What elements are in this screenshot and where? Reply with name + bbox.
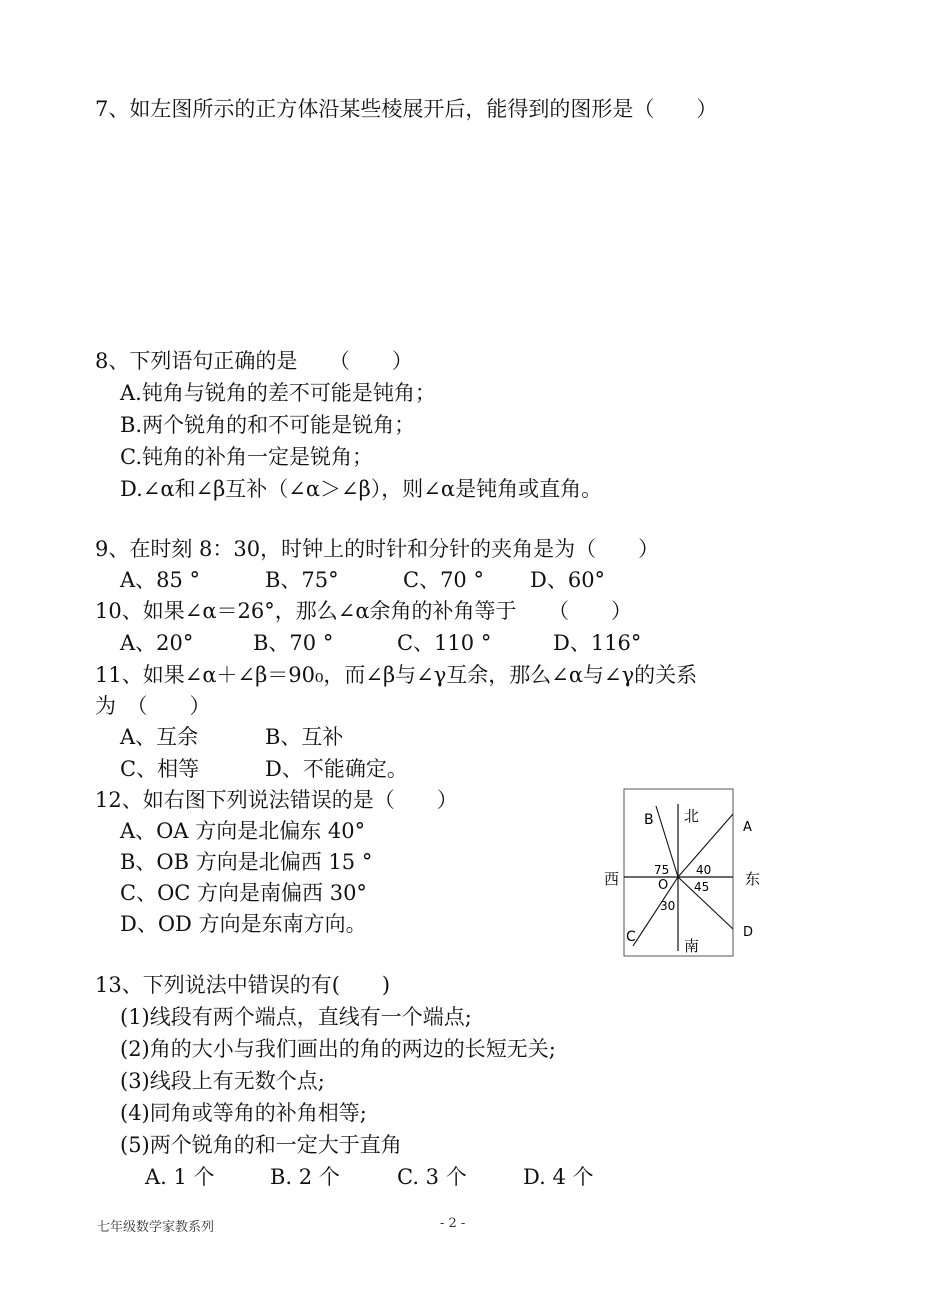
question-10-option-b: B、70 ° (253, 631, 334, 655)
question-12-option-b: B、OB 方向是北偏西 15 ° (120, 850, 373, 874)
angle-75-label: 75 (654, 863, 670, 877)
question-11-option-b: B、互补 (265, 725, 344, 749)
question-10-option-d: D、116° (553, 631, 642, 655)
question-11-stem-line-1: 11、如果∠α＋∠β＝90₀，而∠β与∠γ互余，那么∠α与∠γ的关系 (95, 663, 698, 687)
question-8-option-d: D.∠α和∠β互补（∠α＞∠β），则∠α是钝角或直角。 (120, 477, 603, 501)
compass-direction-figure (600, 786, 775, 961)
question-12-option-a: A、OA 方向是北偏东 40° (120, 819, 366, 843)
question-13-option-d: D. 4 个 (523, 1165, 594, 1189)
question-8-option-b: B.两个锐角的和不可能是锐角； (120, 413, 416, 437)
question-7: 7、如左图所示的正方体沿某些棱展开后，能得到的图形是（ ） (95, 97, 718, 121)
question-13-item-3: (3)线段上有无数个点; (120, 1069, 325, 1093)
question-13-stem: 13、下列说法中错误的有( ) (95, 973, 391, 997)
angle-40-label: 40 (696, 863, 712, 877)
footer-page-number: - 2 - (440, 1216, 466, 1231)
footer-series-title: 七年级数学家教系列 (97, 1220, 215, 1235)
north-label: 北 (684, 807, 700, 825)
question-13-item-1: (1)线段有两个端点，直线有一个端点; (120, 1005, 472, 1029)
angle-45-label: 45 (694, 880, 710, 894)
question-13-item-4: (4)同角或等角的补角相等; (120, 1101, 367, 1125)
question-9-option-a: A、85 ° (120, 568, 201, 592)
point-a-label: A (743, 820, 752, 835)
question-9-option-b: B、75° (265, 568, 339, 592)
question-13-option-b: B. 2 个 (270, 1165, 340, 1189)
question-9-stem: 9、在时刻 8：30，时钟上的时针和分针的夹角是为（ ） (95, 537, 660, 561)
question-11-stem-line-2: 为 （ ） (95, 694, 211, 718)
point-c-label: C (626, 929, 636, 945)
question-8-option-c: C.钝角的补角一定是锐角； (120, 445, 373, 469)
question-11-option-a: A、互余 (120, 725, 199, 749)
question-9-option-d: D、60° (530, 568, 606, 592)
question-13-option-c: C. 3 个 (397, 1165, 467, 1189)
question-11-option-d: D、不能确定。 (265, 757, 408, 781)
west-label: 西 (604, 870, 620, 888)
question-13-item-2: (2)角的大小与我们画出的角的两边的长短无关; (120, 1037, 556, 1061)
question-11-option-c: C、相等 (120, 757, 200, 781)
question-12-option-d: D、OD 方向是东南方向。 (120, 912, 367, 936)
angle-30-label: 30 (660, 899, 676, 913)
question-10-option-a: A、20° (120, 631, 194, 655)
point-d-label: D (743, 925, 754, 940)
question-10-option-c: C、110 ° (397, 631, 492, 655)
question-8-stem: 8、下列语句正确的是 （ ） (95, 349, 413, 373)
question-9-option-c: C、70 ° (403, 568, 484, 592)
question-8-option-a: A.钝角与锐角的差不可能是钝角； (120, 381, 436, 405)
east-label: 东 (745, 870, 761, 888)
question-13-item-5: (5)两个锐角的和一定大于直角 (120, 1133, 402, 1157)
question-13-option-a: A. 1 个 (145, 1165, 215, 1189)
south-label: 南 (684, 937, 700, 955)
origin-o-label: O (658, 878, 669, 893)
question-12-stem: 12、如右图下列说法错误的是（ ） (95, 788, 458, 812)
point-b-label: B (644, 812, 654, 828)
question-10-stem: 10、如果∠α＝26°，那么∠α余角的补角等于 （ ） (95, 599, 632, 623)
question-12-option-c: C、OC 方向是南偏西 30° (120, 881, 367, 905)
